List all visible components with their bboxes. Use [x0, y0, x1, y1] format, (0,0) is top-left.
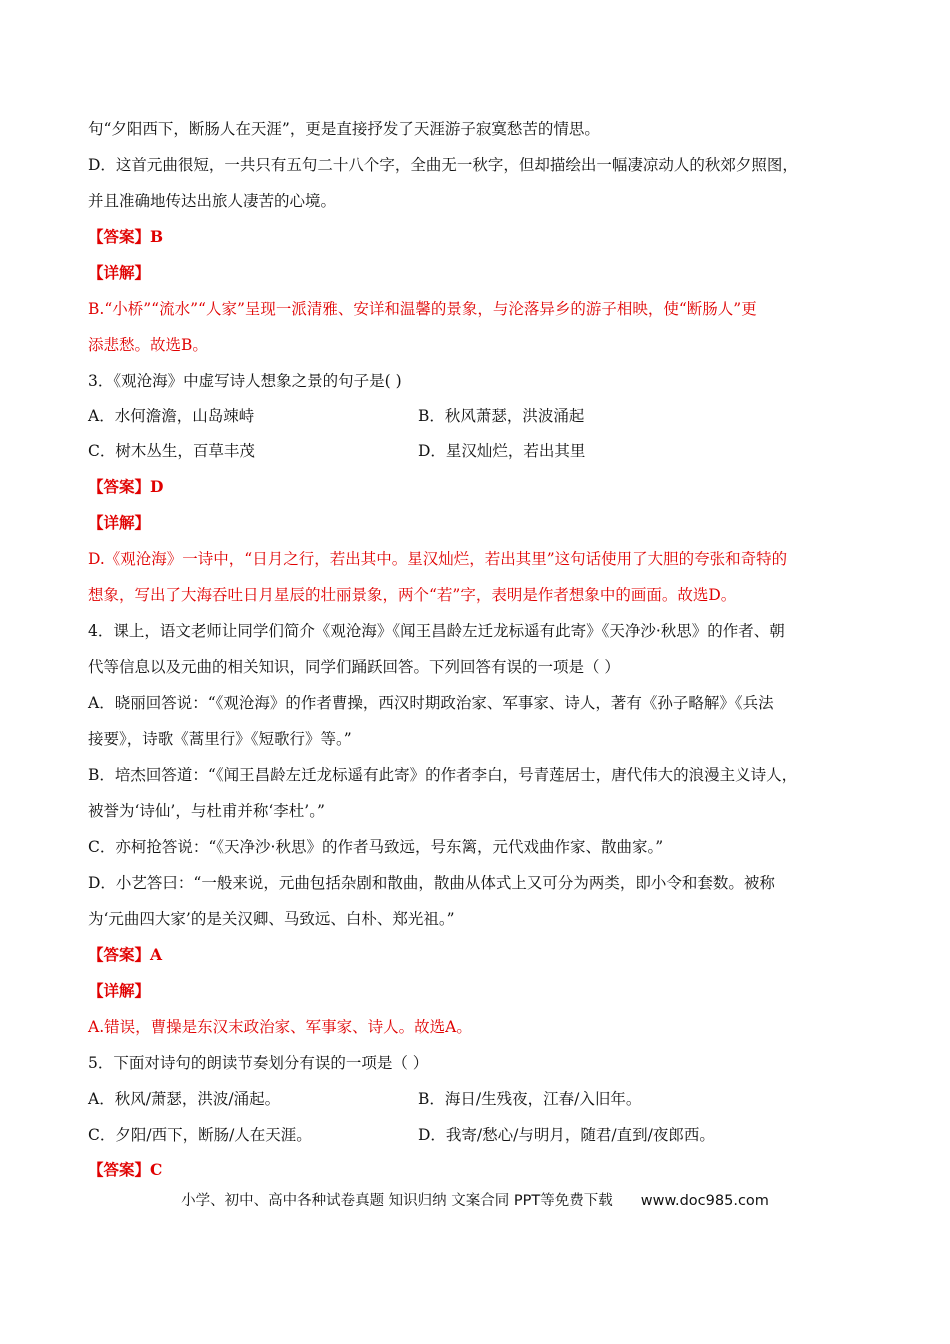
- q5-answer: 【答案】C: [88, 1160, 163, 1179]
- footer-url-link[interactable]: www.doc985.com: [640, 1193, 769, 1209]
- q4-option-d-line2: 为‘元曲四大家’的是关汉卿、马致远、白朴、郑光祖。”: [88, 910, 455, 928]
- q5-question: 5．下面对诗句的朗读节奏划分有误的一项是（ ）: [88, 1054, 429, 1072]
- q4-option-a-line2: 接要》，诗歌《蒿里行》《短歌行》等。”: [88, 730, 352, 748]
- q2-text-line: 句“夕阳西下，断肠人在天涯”，更是直接抒发了天涯游子寂寞愁苦的情思。: [88, 120, 600, 138]
- q5-option-b: B．海日/生残夜，江春/入旧年。: [418, 1090, 642, 1108]
- q4-option-d-line1: D．小艺答曰：“一般来说，元曲包括杂剧和散曲，散曲从体式上又可分为两类，即小令和套数。被称: [88, 874, 775, 892]
- q4-question-line2: 代等信息以及元曲的相关知识，同学们踊跃回答。下列回答有误的一项是（ ）: [88, 658, 620, 676]
- q4-option-b-line1: B．培杰回答道：“《闻王昌龄左迁龙标遥有此寄》的作者李白，号青莲居士，唐代伟大的浪漫主义诗人，: [88, 766, 798, 784]
- q4-detail-line1: A.错误，曹操是东汉末政治家、军事家、诗人。故选A。: [88, 1018, 472, 1036]
- q5-option-a: A．秋风/萧瑟，洪波/涌起。: [88, 1090, 281, 1108]
- q4-answer: 【答案】A: [88, 945, 163, 964]
- q3-option-d: D．星汉灿烂，若出其里: [418, 442, 586, 460]
- page-footer: [0, 1189, 950, 1210]
- q3-question: 3．《观沧海》中虚写诗人想象之景的句子是( ): [88, 372, 402, 390]
- footer-text: 小学、初中、高中各种试卷真题 知识归纳 文案合同 PPT等免费下载: [181, 1193, 613, 1209]
- q3-option-a: A．水何澹澹，山岛竦峙: [88, 407, 255, 425]
- q2-detail-line2: 添悲愁。故选B。: [88, 336, 208, 354]
- q4-option-b-line2: 被誉为‘诗仙’，与杜甫并称‘李杜’。”: [88, 802, 325, 820]
- q3-detail-line1: D.《观沧海》一诗中，“日月之行，若出其中。星汉灿烂，若出其里”这句话使用了大胆的夸张和奇特的: [88, 550, 788, 568]
- q3-option-b: B．秋风萧瑟，洪波涌起: [418, 407, 585, 425]
- q5-option-d: D．我寄/愁心/与明月，随君/直到/夜郎西。: [418, 1126, 715, 1144]
- q2-option-d-line1: D．这首元曲很短，一共只有五句二十八个字，全曲无一秋字，但却描绘出一幅凄凉动人的秋郊夕照图，: [88, 156, 798, 174]
- q2-detail-label: 【详解】: [88, 263, 151, 282]
- q4-option-a-line1: A．晓丽回答说：“《观沧海》的作者曹操，西汉时期政治家、军事家、诗人，著有《孙子略解》《兵法: [88, 694, 774, 712]
- q4-detail-label: 【详解】: [88, 981, 151, 1000]
- q4-option-c: C．亦柯抢答说：“《天净沙·秋思》的作者马致远，号东篱，元代戏曲作家、散曲家。”: [88, 838, 664, 856]
- q2-detail-line1: B.“小桥”“流水”“人家”呈现一派清雅、安详和温馨的景象，与沦落异乡的游子相映，使“断肠人”更: [88, 300, 757, 318]
- q3-detail-line2: 想象，写出了大海吞吐日月星辰的壮丽景象，两个“若”字，表明是作者想象中的画面。故选D。: [88, 586, 737, 604]
- q5-option-c: C．夕阳/西下，断肠/人在天涯。: [88, 1126, 312, 1144]
- q3-detail-label: 【详解】: [88, 513, 151, 532]
- q2-option-d-line2: 并且准确地传达出旅人凄苦的心境。: [88, 192, 337, 210]
- q2-answer: 【答案】B: [88, 227, 164, 246]
- q3-answer: 【答案】D: [88, 477, 164, 496]
- q3-option-c: C．树木丛生，百草丰茂: [88, 442, 255, 460]
- q4-question-line1: 4．课上，语文老师让同学们简介《观沧海》《闻王昌龄左迁龙标遥有此寄》《天净沙·秋思》的作者、朝: [88, 622, 785, 640]
